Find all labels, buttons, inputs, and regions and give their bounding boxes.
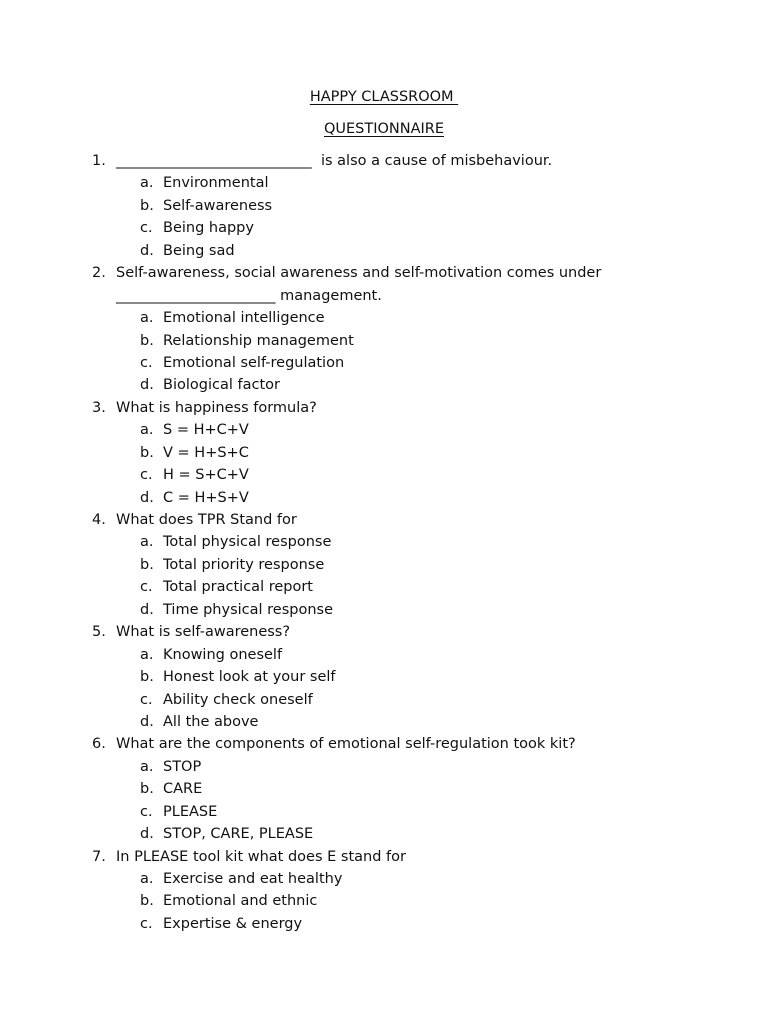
option-letter: d. <box>140 489 154 506</box>
option-text: Relationship management <box>163 332 354 349</box>
option-letter: b. <box>140 781 154 798</box>
question-number: 1. <box>92 153 106 169</box>
question-item <box>0 733 768 845</box>
question-item <box>0 846 768 936</box>
question-number: 6. <box>92 736 106 753</box>
option-text: H = S+C+V <box>163 467 249 484</box>
option-letter: c. <box>140 354 153 371</box>
option-letter: b. <box>140 669 154 686</box>
answer-option <box>0 554 768 576</box>
option-letter: d. <box>140 826 154 843</box>
answer-option <box>0 487 768 509</box>
option-letter: c. <box>140 579 153 596</box>
answer-option <box>0 823 768 845</box>
option-text: All the above <box>163 713 259 730</box>
question-text: What is happiness formula? <box>116 399 317 416</box>
option-text: Emotional self-regulation <box>163 354 345 371</box>
answer-option <box>0 374 768 396</box>
option-letter: d. <box>140 377 154 394</box>
option-letter: d. <box>140 242 154 259</box>
answer-option <box>0 689 768 711</box>
option-text: Exercise and eat healthy <box>163 871 343 887</box>
question-number: 2. <box>92 265 106 282</box>
question-text: What are the components of emotional self-regulation took kit? <box>116 736 576 753</box>
option-letter: a. <box>140 758 154 775</box>
answer-option <box>0 307 768 329</box>
answer-option <box>0 868 768 890</box>
option-letter: c. <box>140 803 153 820</box>
question-line <box>0 733 768 755</box>
question-line <box>0 150 768 172</box>
option-text: STOP, CARE, PLEASE <box>163 826 314 843</box>
option-letter: d. <box>140 713 154 730</box>
question-line <box>0 621 768 643</box>
question-line <box>0 846 768 868</box>
option-text: Ability check oneself <box>163 691 313 708</box>
option-letter: a. <box>140 422 154 439</box>
answer-option <box>0 599 768 621</box>
question-line <box>0 509 768 531</box>
answer-option <box>0 756 768 778</box>
option-letter: c. <box>140 915 153 932</box>
option-letter: b. <box>140 197 154 214</box>
question-line <box>0 285 768 307</box>
option-text: Time physical response <box>163 601 334 618</box>
option-letter: c. <box>140 467 153 484</box>
option-text: V = H+S+C <box>163 444 249 461</box>
option-text: Environmental <box>163 175 269 192</box>
answer-option <box>0 464 768 486</box>
question-list <box>0 150 768 935</box>
option-letter: b. <box>140 556 154 573</box>
answer-option <box>0 576 768 598</box>
option-text: C = H+S+V <box>163 489 249 506</box>
option-letter: a. <box>140 646 154 663</box>
option-letter: a. <box>140 871 154 887</box>
option-text: Total practical report <box>163 579 313 596</box>
option-letter: a. <box>140 310 154 327</box>
question-item <box>0 621 768 733</box>
document-title: HAPPY CLASSROOM <box>309 89 459 105</box>
option-text: Total physical response <box>163 534 332 551</box>
option-text: Emotional and ethnic <box>163 893 318 910</box>
answer-option <box>0 330 768 352</box>
answer-option <box>0 195 768 217</box>
option-text: Honest look at your self <box>163 669 336 686</box>
question-text: ______________________ management. <box>116 287 382 304</box>
answer-option <box>0 711 768 733</box>
answer-option <box>0 442 768 464</box>
question-item <box>0 509 768 621</box>
option-letter: c. <box>140 220 153 237</box>
question-text: What is self-awareness? <box>116 624 291 641</box>
question-item <box>0 150 768 262</box>
option-text: STOP <box>163 758 202 775</box>
answer-option <box>0 352 768 374</box>
question-item <box>0 262 768 397</box>
answer-option <box>0 913 768 935</box>
option-text: Self-awareness <box>163 197 273 214</box>
option-text: Biological factor <box>163 377 280 394</box>
option-letter: a. <box>140 534 154 551</box>
option-letter: d. <box>140 601 154 618</box>
option-text: PLEASE <box>163 803 218 820</box>
question-text: ___________________________ is also a cause of misbehaviour. <box>116 153 553 169</box>
answer-option <box>0 419 768 441</box>
answer-option <box>0 890 768 912</box>
answer-option <box>0 172 768 194</box>
option-text: Emotional intelligence <box>163 310 325 327</box>
question-line <box>0 262 768 284</box>
option-letter: c. <box>140 691 153 708</box>
answer-option <box>0 644 768 666</box>
question-text: What does TPR Stand for <box>116 512 297 528</box>
option-letter: b. <box>140 893 154 910</box>
question-number: 3. <box>92 399 106 416</box>
answer-option <box>0 531 768 553</box>
option-letter: b. <box>140 444 154 461</box>
option-text: Being happy <box>163 220 254 237</box>
option-text: S = H+C+V <box>163 422 249 439</box>
answer-option <box>0 666 768 688</box>
option-text: Total priority response <box>163 556 325 573</box>
question-number: 7. <box>92 848 106 865</box>
option-letter: a. <box>140 175 154 192</box>
question-text: Self-awareness, social awareness and self-motivation comes under <box>116 265 602 282</box>
option-text: Knowing oneself <box>163 646 283 663</box>
option-text: CARE <box>163 781 203 798</box>
question-text: In PLEASE tool kit what does E stand for <box>116 848 406 865</box>
question-line <box>0 397 768 419</box>
question-item <box>0 397 768 509</box>
answer-option <box>0 217 768 239</box>
question-number: 5. <box>92 624 106 641</box>
answer-option <box>0 240 768 262</box>
answer-option <box>0 801 768 823</box>
option-text: Being sad <box>163 242 235 259</box>
document-subtitle: QUESTIONNAIRE <box>323 121 445 137</box>
question-number: 4. <box>92 512 106 528</box>
option-letter: b. <box>140 332 154 349</box>
option-text: Expertise & energy <box>163 915 303 932</box>
answer-option <box>0 778 768 800</box>
